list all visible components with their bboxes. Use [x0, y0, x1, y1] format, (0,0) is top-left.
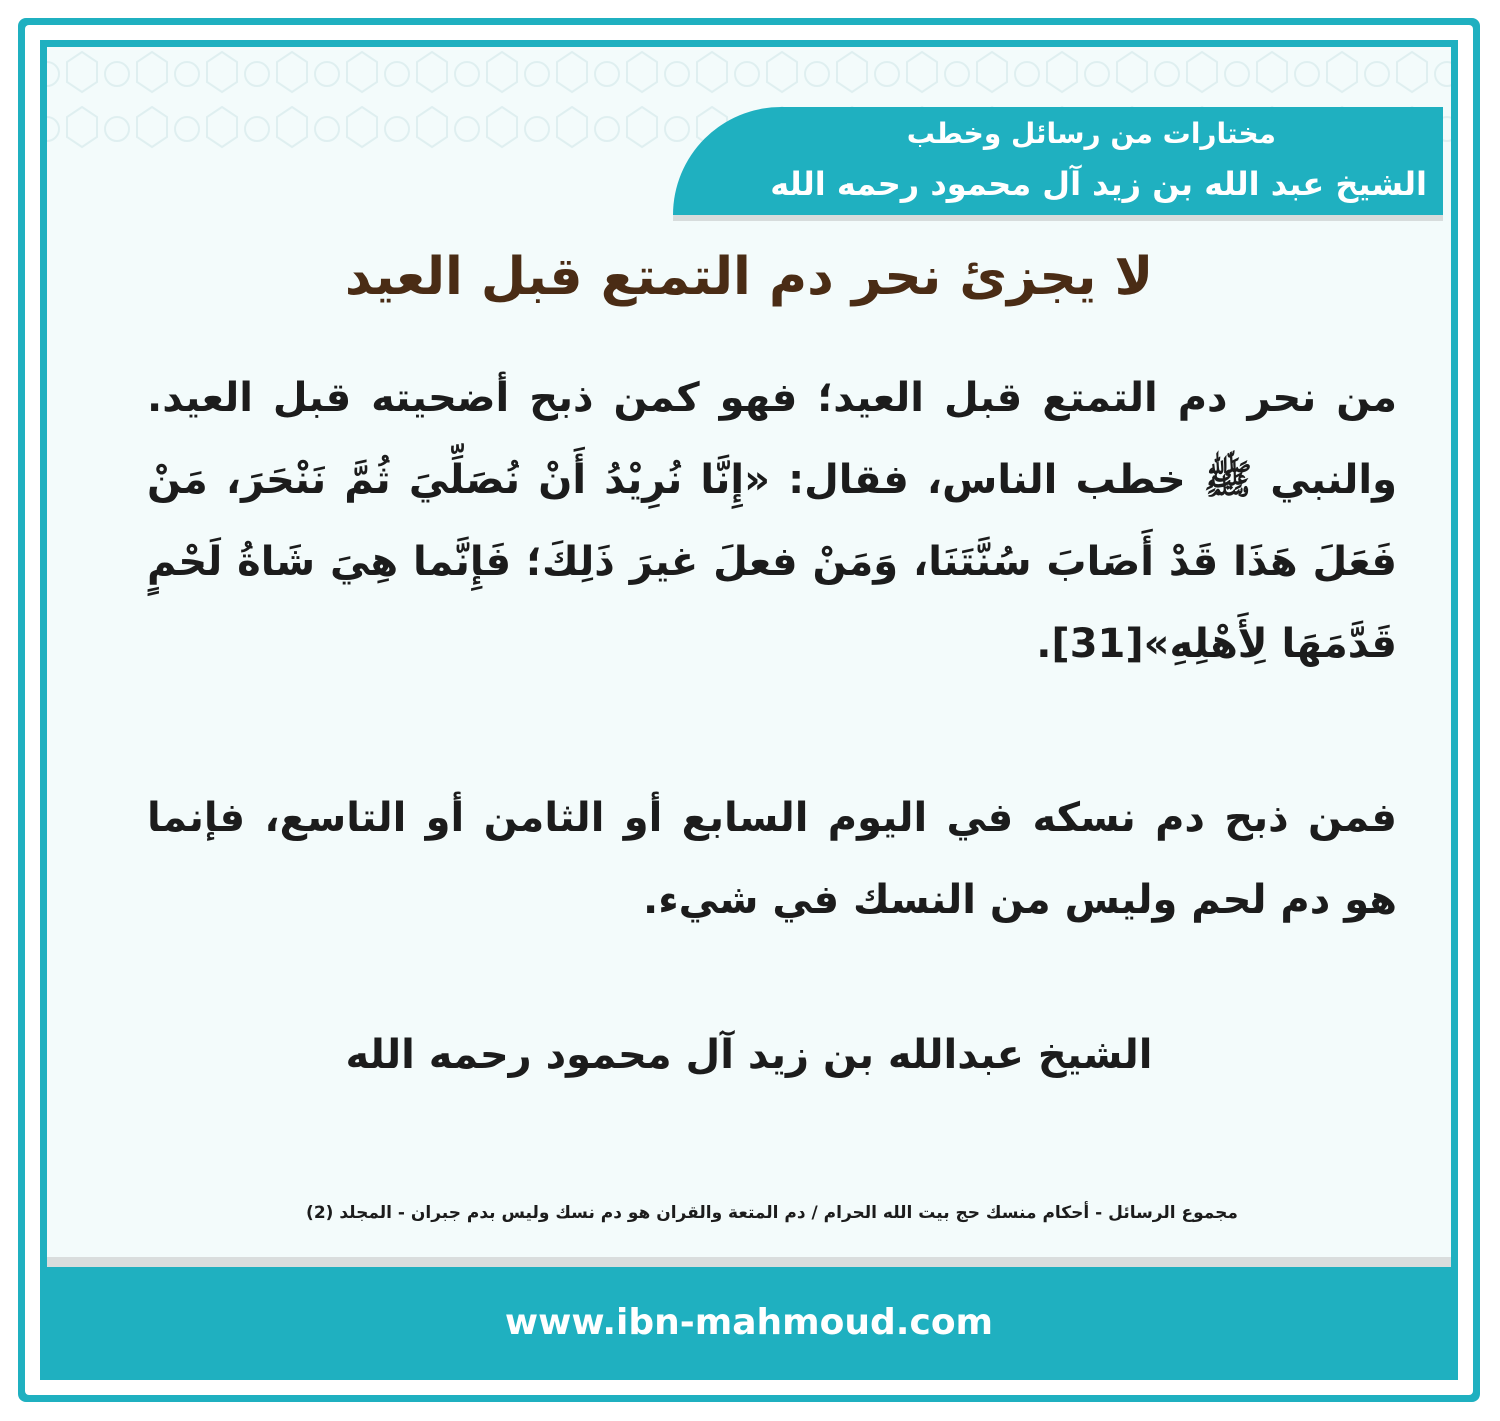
- page-title: لا يجزئ نحر دم التمتع قبل العيد: [344, 247, 1154, 307]
- content-panel: [47, 47, 1451, 1257]
- card: [40, 40, 1458, 1380]
- divider-shadow: [47, 1257, 1451, 1267]
- outer-frame: [18, 18, 1480, 1402]
- footer-url: www.ibn-mahmoud.com: [504, 1302, 994, 1343]
- source-citation: مجموع الرسائل - أحكام منسك حج بيت الله الحرام / دم المتعة والقران هو دم نسك وليس بدم جبران - المجلد (2): [306, 1203, 1238, 1223]
- header-line-1: مختارات من رسائل وخطب: [906, 117, 1276, 150]
- header-line-2: الشيخ عبد الله بن زيد آل محمود رحمه الله: [770, 165, 1427, 203]
- signature: الشيخ عبدالله بن زيد آل محمود رحمه الله: [345, 1032, 1153, 1078]
- paragraph-1: من نحر دم التمتع قبل العيد؛ فهو كمن ذبح أضحيته قبل العيد. والنبي ﷺ خطب الناس، فقال: «إِنَّا نُرِيْدُ أَنْ نُصَلِّيَ ثُمَّ نَنْحَرَ، مَنْ فَعَلَ هَذَا قَدْ أَصَابَ سُنَّتَنَا، وَمَنْ فعلَ غيرَ ذَلِكَ؛ فَإِنَّما هِيَ شَاةُ لَحْمٍ قَدَّمَهَا لِأَهْلِهِ»[31].: [147, 375, 1397, 667]
- paragraph-2: فمن ذبح دم نسكه في اليوم السابع أو الثامن أو التاسع، فإنما هو دم لحم وليس من النسك في شيء.: [147, 795, 1397, 923]
- inner-border: [25, 25, 1473, 1395]
